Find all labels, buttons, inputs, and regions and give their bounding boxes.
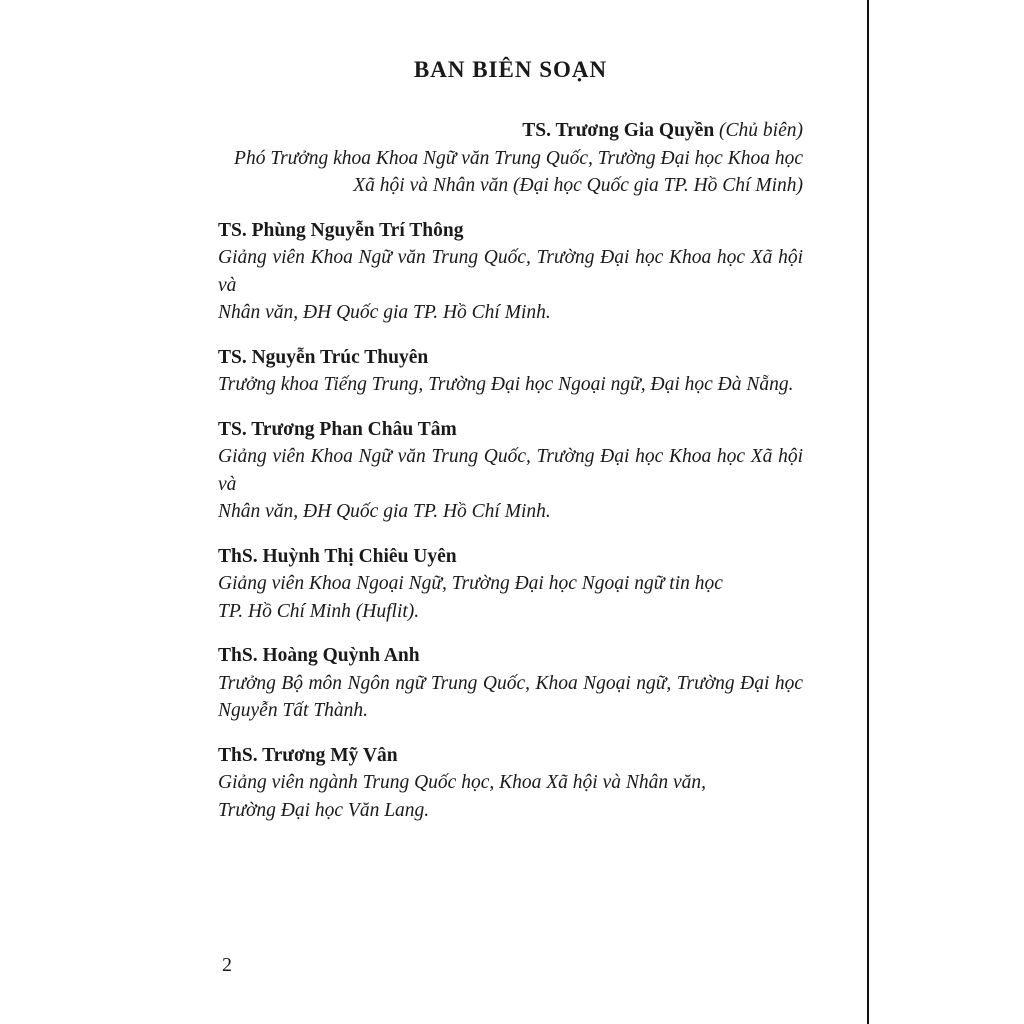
editor-description-line: TP. Hồ Chí Minh (Huflit). [218, 600, 420, 622]
editor-entry [218, 642, 803, 725]
page-number: 2 [222, 954, 232, 976]
editor-name: TS. Trương Gia Quyền [522, 120, 715, 141]
editor-role-suffix: (Chủ biên) [714, 120, 803, 141]
editor-name: TS. Trương Phan Châu Tâm [218, 418, 457, 440]
editor-name: TS. Nguyễn Trúc Thuyên [218, 346, 429, 368]
editor-name: ThS. Trương Mỹ Vân [218, 744, 398, 766]
editor-description-line: Nhân văn, ĐH Quốc gia TP. Hồ Chí Minh. [218, 501, 551, 522]
editor-description-line: Phó Trưởng khoa Khoa Ngữ văn Trung Quốc, Trường Đại học Khoa học [234, 147, 803, 169]
editor-description-line: Nguyễn Tất Thành. [218, 700, 369, 721]
editor-entry [218, 344, 803, 399]
editor-entry [218, 742, 803, 825]
editor-entry [218, 543, 803, 626]
editor-description-line: Xã hội và Nhân văn (Đại học Quốc gia TP. Hồ Chí Minh) [353, 175, 803, 196]
editor-entry-chief [218, 117, 803, 200]
editor-name: ThS. Huỳnh Thị Chiêu Uyên [218, 545, 457, 567]
editor-description-line: Giảng viên ngành Trung Quốc học, Khoa Xã hội và Nhân văn, [218, 772, 707, 793]
editor-description-line: Trưởng Bộ môn Ngôn ngữ Trung Quốc, Khoa Ngoại ngữ, Trường Đại học [218, 672, 803, 694]
editor-name-line [218, 117, 803, 145]
page-content [218, 55, 803, 841]
editor-entry [218, 416, 803, 526]
editor-description-line: Giảng viên Khoa Ngữ văn Trung Quốc, Trường Đại học Khoa học Xã hội và [218, 446, 803, 495]
editor-name: ThS. Hoàng Quỳnh Anh [218, 645, 420, 666]
editor-description-line: Trường Đại học Văn Lang. [218, 799, 430, 821]
page-edge-rule [867, 0, 869, 1024]
editor-description-line: Giảng viên Khoa Ngoại Ngữ, Trường Đại học Ngoại ngữ tin học [218, 573, 723, 594]
editor-description-line: Trưởng khoa Tiếng Trung, Trường Đại học Ngoại ngữ, Đại học Đà Nẵng. [218, 374, 794, 395]
editor-description-line: Nhân văn, ĐH Quốc gia TP. Hồ Chí Minh. [218, 302, 551, 323]
page-title: BAN BIÊN SOẠN [413, 57, 608, 82]
editor-description-line: Giảng viên Khoa Ngữ văn Trung Quốc, Trường Đại học Khoa học Xã hội và [218, 247, 803, 296]
editor-name: TS. Phùng Nguyễn Trí Thông [218, 219, 464, 241]
editor-entry [218, 217, 803, 327]
